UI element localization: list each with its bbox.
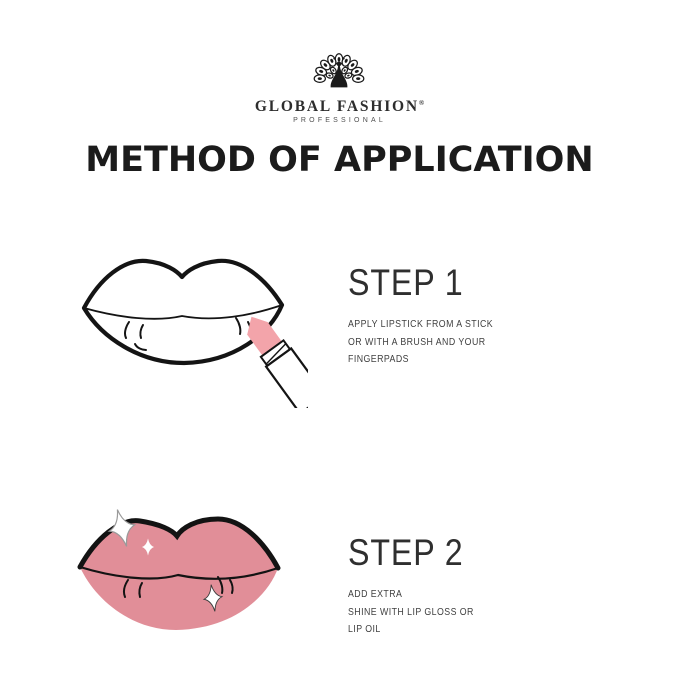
peacock-logo-icon: [307, 42, 371, 96]
registered-trademark: ®: [418, 99, 425, 107]
step-1-text-block: [348, 262, 628, 369]
step-1-description: [348, 316, 594, 369]
step-1-description-line: FINGERPADS: [348, 354, 409, 365]
brand-name: [0, 95, 679, 115]
step-2-description: [348, 586, 594, 639]
pink-lips-illustration: [72, 498, 287, 644]
lips-outline-illustration: [78, 246, 308, 408]
step-1-description-line: APPLY LIPSTICK FROM A STICK: [348, 319, 494, 330]
step-2-description-line: LIP OIL: [348, 624, 381, 635]
lips-outline: [84, 261, 282, 363]
step-2-description-line: SHINE WITH LIP GLOSS OR: [348, 606, 474, 618]
brand-tagline: PROFESSIONAL: [293, 117, 386, 124]
step-1-title: STEP 1: [348, 262, 464, 303]
step-1-description-line: OR WITH A BRUSH AND YOUR: [348, 336, 486, 348]
step-2-description-line: ADD EXTRA: [348, 589, 403, 600]
step-2-text-block: [348, 532, 628, 639]
step-2-title: STEP 2: [348, 532, 464, 573]
page-title: METHOD OF APPLICATION: [85, 140, 594, 180]
brand-name-text: GLOBAL FASHION: [254, 98, 419, 115]
